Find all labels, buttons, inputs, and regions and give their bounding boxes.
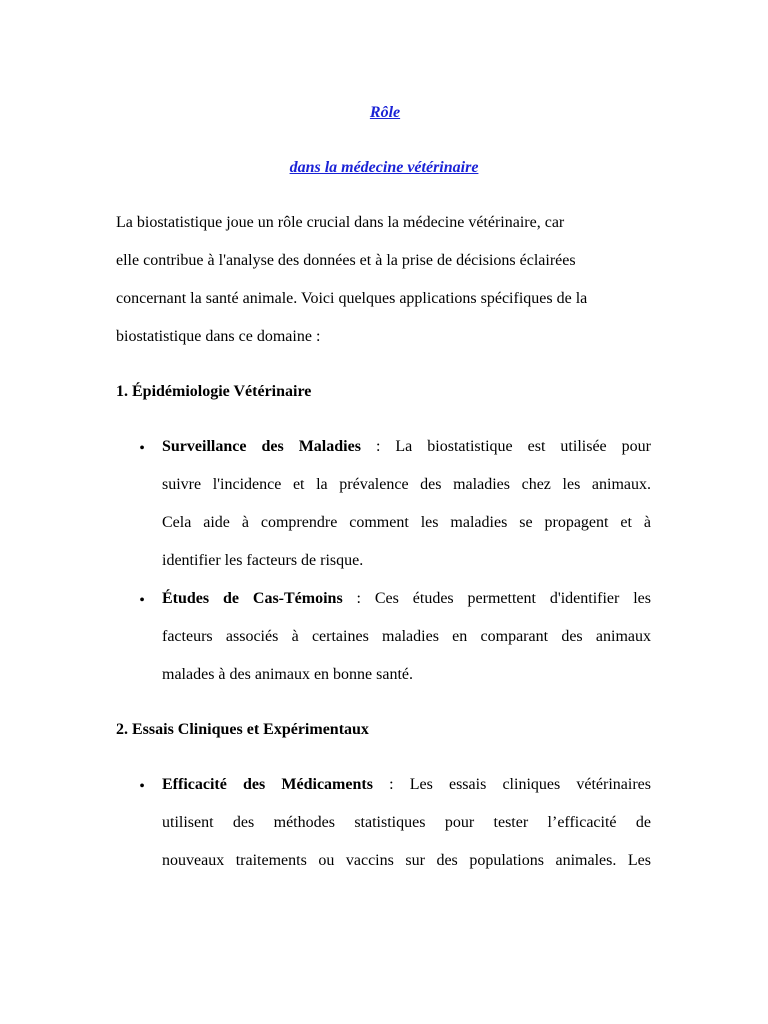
intro-line: elle contribue à l'analyse des données et à la prise de décisions éclairées <box>116 252 576 269</box>
bullet-term: Surveillance des Maladies <box>162 438 361 455</box>
bullet-text: : Les essais cliniques vétérinaires <box>372 776 652 793</box>
bullet-item-line: Cela aide à comprendre comment les maladies se propagent et à <box>162 514 651 531</box>
bullet-item-line: suivre l'incidence et la prévalence des maladies chez les animaux. <box>162 476 651 493</box>
bullet-term: Efficacité des Médicaments <box>162 776 373 793</box>
bullet-marker: • <box>139 440 145 457</box>
bullet-item-line <box>162 775 651 795</box>
section-heading: 1. Épidémiologie Vétérinaire <box>116 383 312 400</box>
bullet-item-line: identifier les facteurs de risque. <box>162 552 364 569</box>
section-heading: 2. Essais Cliniques et Expérimentaux <box>116 721 369 738</box>
document-title-line-2: dans la médecine vétérinaire <box>289 159 479 176</box>
bullet-marker: • <box>139 592 145 609</box>
bullet-item-line <box>162 589 651 609</box>
bullet-item-line <box>162 437 651 457</box>
bullet-item-line: nouveaux traitements ou vaccins sur des populations animales. Les <box>162 852 651 869</box>
bullet-item-line: malades à des animaux en bonne santé. <box>162 666 414 683</box>
bullet-text: : La biostatistique est utilisée pour <box>360 438 651 455</box>
bullet-item-line: utilisent des méthodes statistiques pour tester l’efficacité de <box>162 814 651 831</box>
intro-line: biostatistique dans ce domaine : <box>116 328 321 345</box>
bullet-text: : Ces études permettent d'identifier les <box>342 590 651 607</box>
bullet-term: Études de Cas-Témoins <box>162 590 343 607</box>
intro-line: concernant la santé animale. Voici quelques applications spécifiques de la <box>116 290 588 307</box>
bullet-marker: • <box>139 778 145 795</box>
document-title-line-1: Rôle <box>369 104 401 121</box>
intro-line: La biostatistique joue un rôle crucial dans la médecine vétérinaire, car <box>116 214 565 231</box>
bullet-item-line: facteurs associés à certaines maladies en comparant des animaux <box>162 628 651 645</box>
